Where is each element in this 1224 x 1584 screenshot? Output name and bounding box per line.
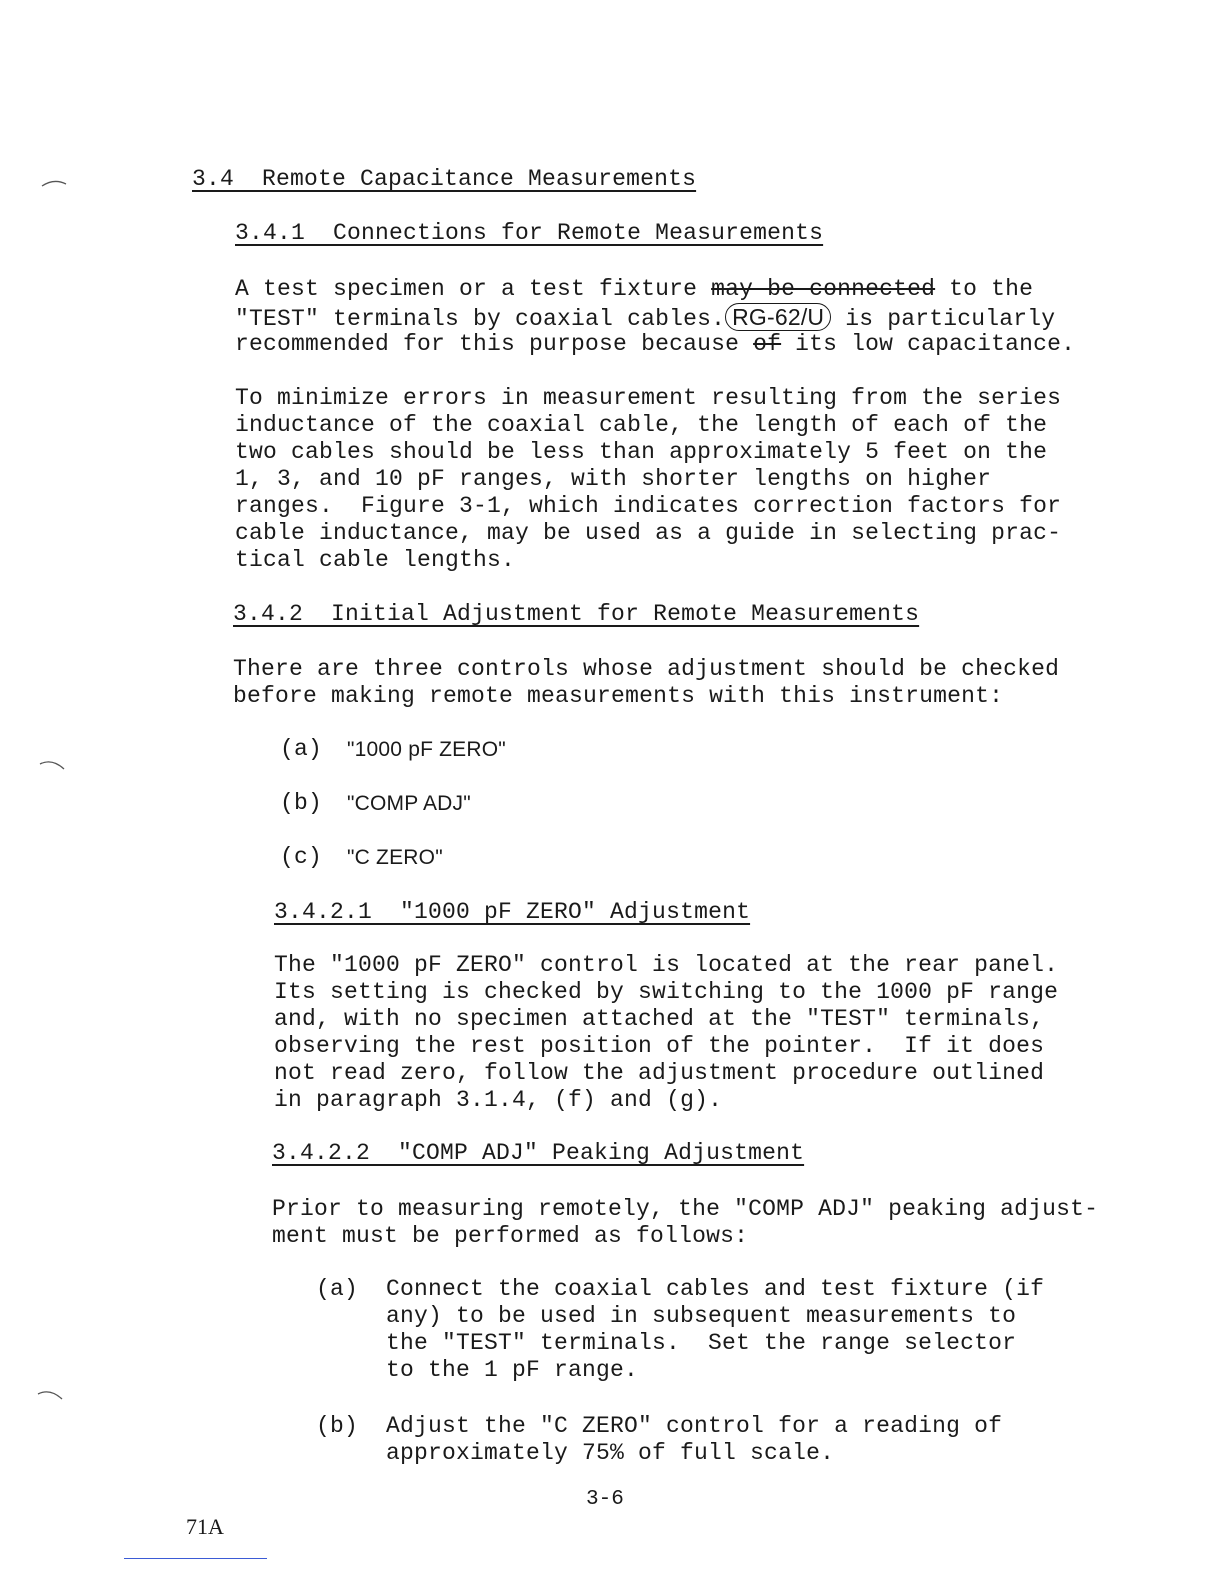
paragraph-line: before making remote measurements with this instrument: — [233, 683, 1004, 709]
paragraph-line: in paragraph 3.1.4, (f) and (g). — [274, 1087, 723, 1113]
list-item-label: (a) — [280, 736, 323, 762]
subsection-heading-3-4-2-2: 3.4.2.2 "COMP ADJ" Peaking Adjustment — [272, 1140, 805, 1166]
paragraph-line: and, with no specimen attached at the "TEST" terminals, — [274, 1006, 1045, 1032]
page-number: 3-6 — [586, 1488, 624, 1511]
paragraph-line: recommended for this purpose because of its low capacitance. — [235, 331, 1076, 357]
paragraph-line: To minimize errors in measurement resulting from the series — [235, 385, 1062, 411]
struck-text: may be connected — [711, 276, 936, 302]
step-line: any) to be used in subsequent measurements to — [386, 1303, 1017, 1329]
doc-code: 71A — [186, 1514, 224, 1539]
paragraph-line: A test specimen or a test fixture may be connected to the — [235, 276, 1034, 302]
step-line: to the 1 pF range. — [386, 1357, 639, 1383]
paragraph-line: ment must be performed as follows: — [272, 1223, 749, 1249]
margin-scan-mark — [40, 176, 70, 190]
step-line: Adjust the "C ZERO" control for a reading of — [386, 1413, 1003, 1439]
subsection-heading-3-4-1: 3.4.1 Connections for Remote Measurements — [235, 220, 824, 246]
paragraph-line: ranges. Figure 3-1, which indicates correction factors for — [235, 493, 1062, 519]
section-heading: 3.4 Remote Capacitance Measurements — [192, 166, 697, 192]
list-item-label: (b) — [280, 790, 323, 816]
paragraph-line: "TEST" terminals by coaxial cables. RG-62/U is particularly — [235, 304, 1056, 332]
circled-annotation: RG-62/U — [725, 303, 831, 331]
paragraph-line: tical cable lengths. — [235, 547, 516, 573]
paragraph-line: Prior to measuring remotely, the "COMP ADJ" peaking adjust- — [272, 1196, 1099, 1222]
step-label: (a) — [316, 1276, 359, 1302]
margin-scan-mark — [36, 1386, 66, 1402]
struck-text: of — [753, 331, 782, 357]
subsection-heading-3-4-2: 3.4.2 Initial Adjustment for Remote Measurements — [233, 601, 920, 627]
list-item-text: "C ZERO" — [347, 846, 443, 869]
paragraph-line: 1, 3, and 10 pF ranges, with shorter lengths on higher — [235, 466, 992, 492]
margin-scan-mark — [38, 756, 68, 772]
paragraph-line: two cables should be less than approximately 5 feet on the — [235, 439, 1048, 465]
paragraph-line: cable inductance, may be used as a guide in selecting prac- — [235, 520, 1062, 546]
paragraph-line: The "1000 pF ZERO" control is located at the rear panel. — [274, 952, 1059, 978]
list-item-text: "1000 pF ZERO" — [347, 738, 506, 761]
list-item-text: "COMP ADJ" — [347, 792, 471, 815]
paragraph-line: Its setting is checked by switching to the 1000 pF range — [274, 979, 1059, 1005]
step-line: approximately 75% of full scale. — [386, 1440, 835, 1466]
subsection-heading-3-4-2-1: 3.4.2.1 "1000 pF ZERO" Adjustment — [274, 899, 751, 925]
footer-rule — [124, 1558, 267, 1559]
step-line: the "TEST" terminals. Set the range selector — [386, 1330, 1017, 1356]
step-line: Connect the coaxial cables and test fixture (if — [386, 1276, 1045, 1302]
paragraph-line: inductance of the coaxial cable, the length of each of the — [235, 412, 1048, 438]
list-item-label: (c) — [280, 844, 323, 870]
step-label: (b) — [316, 1413, 359, 1439]
paragraph-line: not read zero, follow the adjustment procedure outlined — [274, 1060, 1045, 1086]
paragraph-line: observing the rest position of the pointer. If it does — [274, 1033, 1045, 1059]
paragraph-line: There are three controls whose adjustment should be checked — [233, 656, 1060, 682]
